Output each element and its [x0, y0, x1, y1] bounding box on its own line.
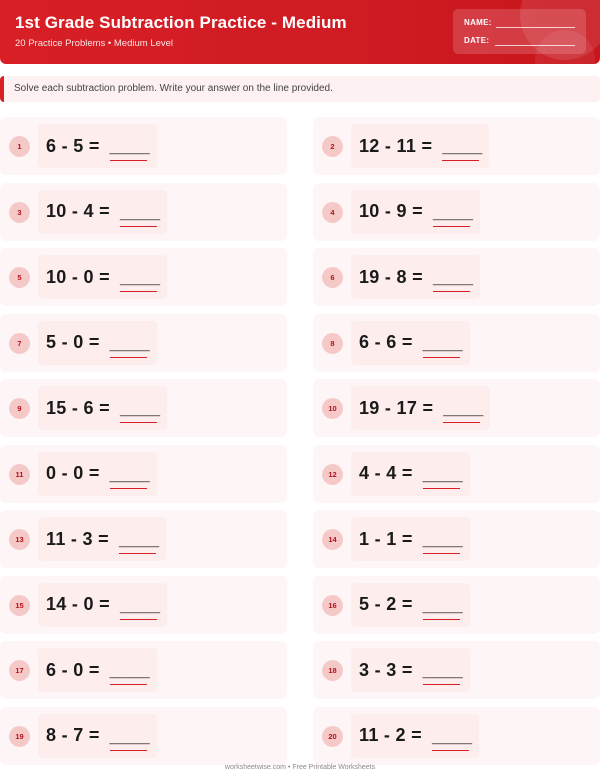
problem-number-badge: 13	[9, 529, 30, 550]
problem-card	[0, 641, 287, 699]
problem-number-badge: 14	[322, 529, 343, 550]
problem-card	[0, 248, 287, 306]
equation-text: 8 - 7 =	[46, 725, 100, 745]
equation-text: 10 - 9 =	[359, 201, 423, 221]
equation-box	[351, 190, 480, 234]
problem-card	[0, 379, 287, 437]
equation-text: 14 - 0 =	[46, 594, 110, 614]
answer-line[interactable]: ____	[422, 660, 463, 680]
equation-box	[351, 124, 489, 168]
problem-number-badge: 20	[322, 726, 343, 747]
student-info-box	[453, 9, 586, 54]
equation-box	[351, 452, 470, 496]
problem-number-badge: 19	[9, 726, 30, 747]
equation-text: 0 - 0 =	[46, 463, 100, 483]
answer-line[interactable]: ____	[422, 529, 463, 549]
problem-card	[313, 576, 600, 634]
equation-box	[38, 190, 167, 234]
answer-line[interactable]: ____	[109, 463, 150, 484]
problem-number-badge: 16	[322, 595, 343, 616]
answer-line[interactable]: ____	[422, 463, 463, 484]
equation-text: 15 - 6 =	[46, 397, 110, 418]
equation-text: 3 - 3 =	[359, 659, 413, 680]
problem-number-badge: 8	[322, 333, 343, 354]
equation-box	[38, 452, 157, 496]
equation-text: 11 - 2 =	[359, 725, 422, 745]
equation-text: 6 - 0 =	[46, 659, 100, 680]
instructions-text: Solve each subtraction problem. Write your answer on the line provided.	[14, 83, 333, 94]
problem-card	[313, 641, 600, 699]
equation-box	[351, 321, 470, 365]
answer-line[interactable]: ____	[119, 201, 160, 222]
problem-number-badge: 2	[322, 136, 343, 157]
date-line[interactable]	[495, 45, 575, 46]
equation-text: 5 - 2 =	[359, 594, 413, 614]
problem-card	[0, 576, 287, 634]
answer-line[interactable]: ____	[118, 529, 159, 549]
equation-text: 19 - 8 =	[359, 266, 423, 287]
equation-box	[351, 255, 480, 299]
answer-line[interactable]: ____	[109, 332, 150, 353]
equation-box	[38, 386, 167, 430]
problem-number-badge: 18	[322, 660, 343, 681]
worksheet-subtitle: 20 Practice Problems • Medium Level	[15, 38, 174, 49]
answer-line[interactable]: ____	[109, 136, 150, 156]
equation-text: 10 - 4 =	[46, 201, 110, 221]
problem-number-badge: 7	[9, 333, 30, 354]
answer-line[interactable]: ____	[432, 201, 473, 222]
equation-text: 4 - 4 =	[359, 463, 413, 483]
answer-line[interactable]: ____	[109, 660, 150, 680]
problem-card	[313, 183, 600, 241]
equation-box	[351, 714, 479, 758]
problem-card	[313, 707, 600, 765]
answer-line[interactable]: ____	[422, 332, 463, 353]
equation-box	[38, 714, 157, 758]
answer-line[interactable]: ____	[119, 267, 160, 287]
answer-line[interactable]: ____	[119, 398, 160, 418]
name-label: NAME:	[464, 18, 492, 27]
problem-card	[313, 248, 600, 306]
problem-card	[0, 445, 287, 503]
equation-text: 6 - 6 =	[359, 332, 413, 352]
equation-box	[38, 321, 157, 365]
footer-text: worksheetwise.com • Free Printable Worksheets	[224, 764, 376, 771]
equation-box	[38, 517, 166, 561]
problem-number-badge: 15	[9, 595, 30, 616]
equation-box	[38, 648, 157, 692]
equation-text: 10 - 0 =	[46, 266, 110, 287]
problem-card	[0, 183, 287, 241]
equation-box	[38, 583, 167, 627]
problem-card	[313, 117, 600, 175]
equation-box	[351, 386, 490, 430]
equation-box	[351, 583, 470, 627]
answer-line[interactable]: ____	[431, 725, 472, 746]
date-label: DATE:	[464, 36, 490, 45]
problem-card	[0, 707, 287, 765]
equation-text: 5 - 0 =	[46, 332, 100, 352]
equation-box	[38, 255, 167, 299]
problem-card	[313, 379, 600, 437]
name-line[interactable]	[496, 27, 575, 28]
answer-line[interactable]: ____	[443, 398, 484, 418]
problem-number-badge: 17	[9, 660, 30, 681]
problem-card	[0, 117, 287, 175]
problem-card	[313, 445, 600, 503]
problem-number-badge: 6	[322, 267, 343, 288]
answer-line[interactable]: ____	[422, 594, 463, 615]
problem-number-badge: 11	[9, 464, 30, 485]
equation-box	[351, 648, 470, 692]
equation-text: 1 - 1 =	[359, 528, 413, 549]
answer-line[interactable]: ____	[109, 725, 150, 746]
worksheet-title: 1st Grade Subtraction Practice - Medium	[15, 13, 347, 32]
equation-text: 19 - 17 =	[359, 397, 434, 418]
problem-number-badge: 9	[9, 398, 30, 419]
equation-text: 11 - 3 =	[46, 528, 109, 549]
equation-box	[351, 517, 470, 561]
problem-number-badge: 1	[9, 136, 30, 157]
instructions-banner	[0, 76, 600, 102]
equation-text: 6 - 5 =	[46, 135, 100, 156]
problem-number-badge: 3	[9, 202, 30, 223]
answer-line[interactable]: ____	[119, 594, 160, 615]
answer-line[interactable]: ____	[432, 267, 473, 287]
problem-card	[0, 314, 287, 372]
answer-line[interactable]: ____	[442, 136, 483, 156]
problem-number-badge: 5	[9, 267, 30, 288]
problem-card	[0, 510, 287, 568]
problem-number-badge: 12	[322, 464, 343, 485]
problem-number-badge: 10	[322, 398, 343, 419]
equation-box	[38, 124, 157, 168]
problem-number-badge: 4	[322, 202, 343, 223]
problem-card	[313, 510, 600, 568]
problem-card	[313, 314, 600, 372]
equation-text: 12 - 11 =	[359, 135, 433, 156]
worksheet-header	[0, 0, 600, 64]
